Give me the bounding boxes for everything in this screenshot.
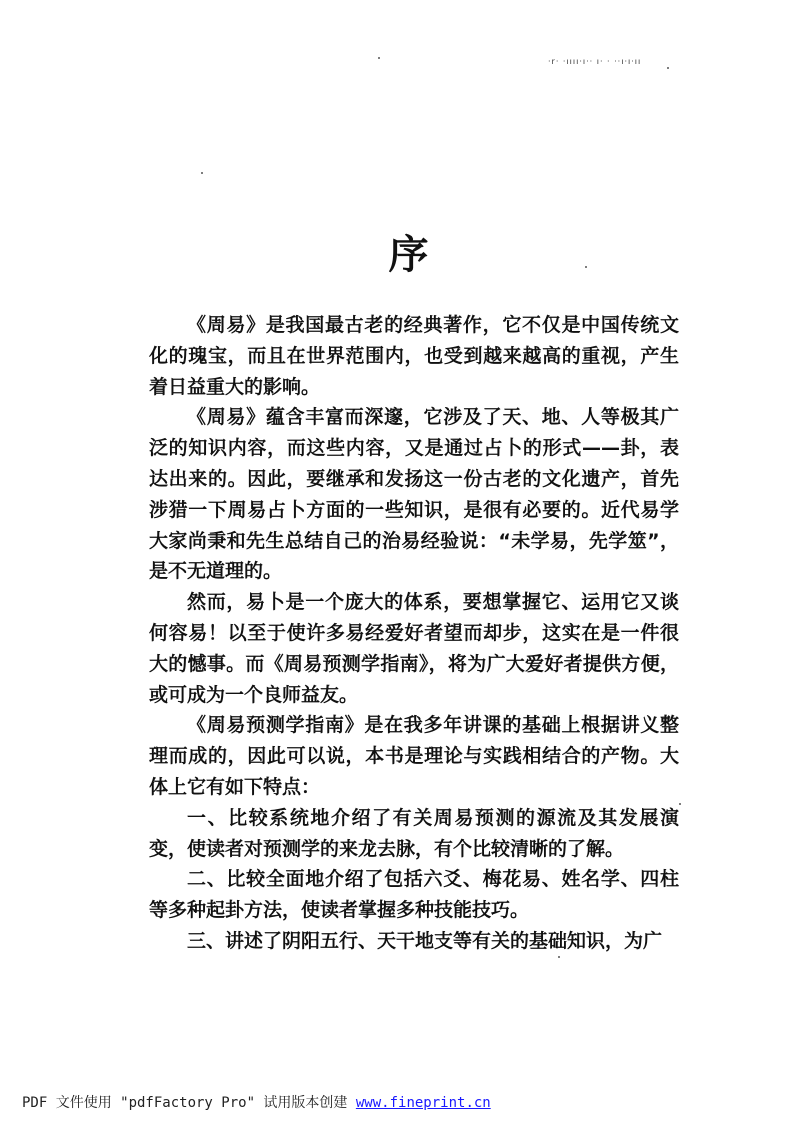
paragraph: 《周易》是我国最古老的经典著作，它不仅是中国传统文化的瑰宝，而且在世界范围内，也受到越来越高的重视，产生着日益重大的影响。 [149,314,679,398]
paragraph: 一、比较系统地介绍了有关周易预测的源流及其发展演变，使读者对预测学的来龙去脉，有个比较清晰的了解。 [149,806,679,860]
scan-speck [679,803,681,805]
paragraph: 然而，易卜是一个庞大的体系，要想掌握它、运用它又谈何容易！以至于使许多易经爱好者望而却步，这实在是一件很大的憾事。而《周易预测学指南》，将为广大爱好者提供方便，或可成为一个良师益友。 [149,591,679,706]
paragraph: 三、讲述了阴阳五行、天干地支等有关的基础知识，为广 [187,929,663,952]
page-header-mark: ·r· ·ıııı·ı·· ı· · ··ı·ı·ıı [548,57,642,66]
paragraph: 二、比较全面地介绍了包括六爻、梅花易、姓名学、四柱等多种起卦方法，使读者掌握多种技能技巧。 [149,868,679,922]
footer-text: PDF 文件使用 "pdfFactory Pro" 试用版本创建 [22,1095,356,1111]
footer-link[interactable]: www.fineprint.cn [355,1095,491,1111]
preface-body [149,310,679,957]
scan-speck [201,172,203,174]
page-title: 序 [388,231,429,278]
pdf-footer [22,1092,491,1112]
scan-speck [667,67,669,69]
paragraph: 《周易预测学指南》是在我多年讲课的基础上根据讲义整理而成的，因此可以说，本书是理论与实践相结合的产物。大体上它有如下特点： [149,714,679,798]
scan-speck [378,57,380,59]
paragraph: 《周易》蕴含丰富而深邃，它涉及了天、地、人等极其广泛的知识内容，而这些内容，又是通过占卜的形式——卦，表达出来的。因此，要继承和发扬这一份古老的文化遗产，首先涉猎一下周易占卜方面的一些知识，是很有必要的。近代易学大家尚秉和先生总结自己的治易经验说：“未学易，先学筮”，是不无道理的。 [149,406,679,583]
